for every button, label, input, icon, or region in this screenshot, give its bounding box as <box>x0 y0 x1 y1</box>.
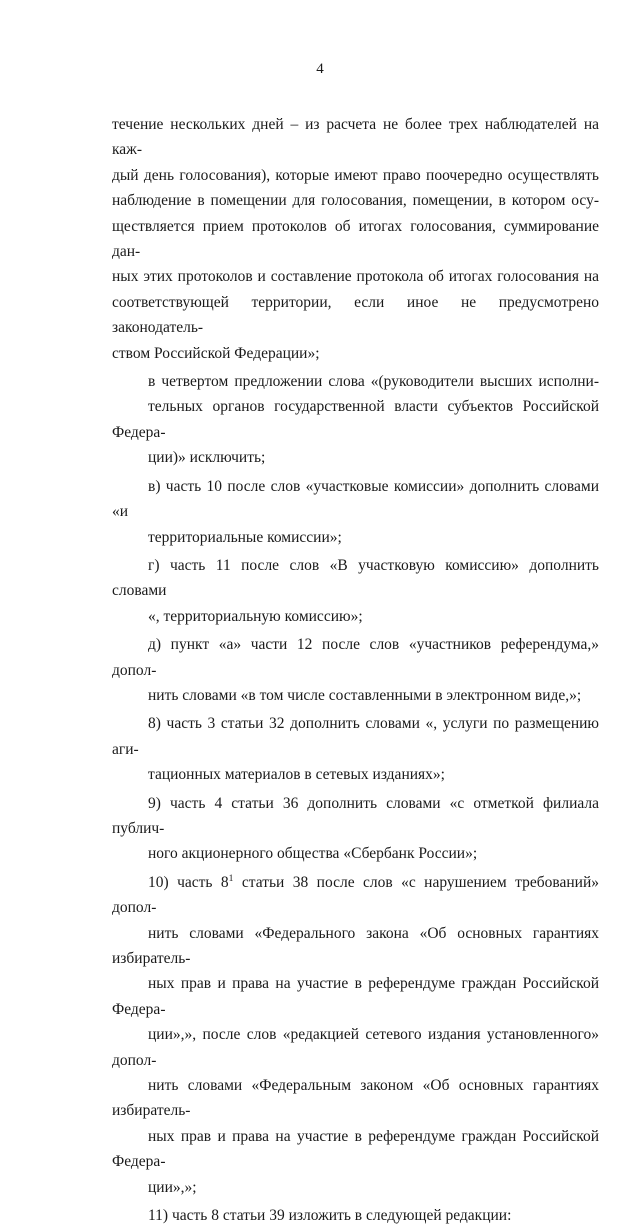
paragraph <box>112 369 599 471</box>
document-body <box>112 112 599 1231</box>
text-line: ных этих протоколов и составление протокола об итогах голосования на <box>112 268 599 286</box>
text-line: ных прав и права на участие в референдуме граждан Российской Федера- <box>112 975 599 1018</box>
text-line: наблюдение в помещении для голосования, помещении, в котором осу- <box>112 192 599 210</box>
paragraph <box>112 711 599 787</box>
text-line: ции»,», после слов «редакцией сетевого издания установленного» допол- <box>112 1026 599 1069</box>
text-line: течение нескольких дней – из расчета не более трех наблюдателей на каж- <box>112 116 599 159</box>
text-line: дый день голосования), которые имеют право поочередно осуществлять <box>112 166 599 184</box>
text-line: ных прав и права на участие в референдуме граждан Российской Федера- <box>112 1127 599 1171</box>
text-line: ществляется прием протоколов об итогах голосования, суммирование дан- <box>112 217 599 261</box>
text-line <box>112 870 599 921</box>
text-line: «, территориальную комиссию»; <box>148 607 363 625</box>
text-line: ции)» исключить; <box>148 449 266 467</box>
paragraph <box>112 870 599 1200</box>
paragraph <box>112 474 599 550</box>
text-line: тельных органов государственной власти субъектов Российской Федера- <box>112 398 599 441</box>
text-line: д) пункт «а» части 12 после слов «участников референдума,» допол- <box>112 636 599 679</box>
paragraph <box>112 112 599 366</box>
text-line: нить словами «Федерального закона «Об основных гарантиях избиратель- <box>112 924 599 967</box>
text-line: в четвертом предложении слова «(руководители высших исполни- <box>148 373 599 391</box>
text-line: тационных материалов в сетевых изданиях»; <box>148 766 445 784</box>
text-fragment: 10) часть 8 <box>148 873 229 891</box>
text-line: ством Российской Федерации»; <box>112 344 320 362</box>
paragraph <box>112 791 599 867</box>
page-number: 4 <box>316 61 324 77</box>
text-line: 9) часть 4 статьи 36 дополнить словами «с отметкой филиала публич- <box>112 794 599 837</box>
paragraph <box>112 632 599 708</box>
text-line: территориальные комиссии»; <box>148 528 342 546</box>
text-line: в) часть 10 после слов «участковые комиссии» дополнить словами «и <box>112 477 599 521</box>
text-line: нить словами «в том числе составленными в электронном виде,»; <box>148 686 582 704</box>
text-line: ции»,»; <box>148 1178 197 1196</box>
text-line: нить словами «Федеральным законом «Об основных гарантиях избиратель- <box>112 1077 599 1120</box>
superscript: 1 <box>228 872 234 884</box>
text-fragment: статьи 38 после слов «с нарушением требований» допол- <box>112 873 599 917</box>
paragraph <box>112 1203 599 1228</box>
text-line: г) часть 11 после слов «В участковую комиссию» дополнить словами <box>112 556 599 600</box>
text-line: соответствующей территории, если иное не предусмотрено законодатель- <box>112 293 599 337</box>
paragraph <box>112 553 599 629</box>
text-line: 11) часть 8 статьи 39 изложить в следующей редакции: <box>148 1207 512 1225</box>
text-line: ного акционерного общества «Сбербанк России»; <box>148 845 478 863</box>
text-line: 8) часть 3 статьи 32 дополнить словами «, услуги по размещению аги- <box>112 715 599 758</box>
